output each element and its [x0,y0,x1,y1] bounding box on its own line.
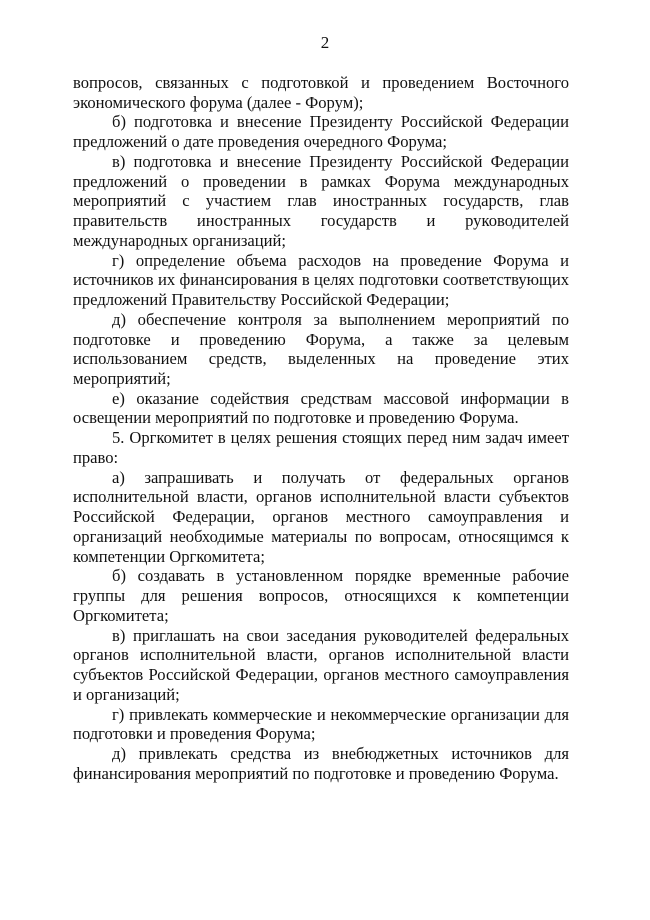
text-line: а) запрашивать и получать от федеральных органов [112,467,569,487]
text-line: мероприятий; [73,369,171,389]
paragraph-item-v [73,152,569,251]
text-line: организаций необходимые материалы по вопросам, относящимся к [73,526,569,546]
text-line: субъектов Российской Федерации, органов местного самоуправления [73,665,569,685]
text-line: компетенции Оргкомитета; [73,546,265,566]
paragraph-item-b2 [73,566,569,625]
page-number: 2 [320,33,330,52]
text-line: подготовке и проведению Форума, а также за целевым [73,329,569,349]
text-line: экономического форума (далее - Форум); [73,92,364,112]
text-line: предложений о проведении в рамках Форума международных [73,171,569,191]
text-line: мероприятий с участием глав иностранных государств, глав [73,191,569,211]
paragraph-item-b [73,112,569,151]
text-line: в) приглашать на свои заседания руководителей федеральных [112,625,569,645]
text-line: г) привлекать коммерческие и некоммерческие организации для [112,704,569,724]
text-line: Российской Федерации, органов местного самоуправления и [73,507,569,527]
text-line: и организаций; [73,684,180,704]
text-line: е) оказание содействия средствам массовой информации в [112,388,569,408]
text-line: предложений о дате проведения очередного Форума; [73,132,448,152]
text-line: вопросов, связанных с подготовкой и проведением Восточного [73,73,569,92]
paragraph-item-g [73,251,569,310]
text-line: д) обеспечение контроля за выполнением мероприятий по [112,309,569,329]
text-line: освещении мероприятий по подготовке и проведению Форума. [73,408,519,428]
text-line: группы для решения вопросов, относящихся к компетенции [73,586,569,606]
text-line: международных организаций; [73,230,287,250]
paragraph-item-g2 [73,705,569,744]
paragraph-section-5 [73,428,569,467]
text-line: в) подготовка и внесение Президенту Российской Федерации [112,151,569,171]
text-line: исполнительной власти, органов исполнительной власти субъектов [73,487,569,507]
text-line: б) создавать в установленном порядке временные рабочие [112,566,569,586]
paragraph-continuation [73,73,569,112]
paragraph-item-e [73,389,569,428]
paragraph-item-a [73,468,569,567]
text-line: предложений Правительству Российской Федерации; [73,290,450,310]
paragraph-item-d2 [73,744,569,783]
document-body [73,73,569,783]
text-line: б) подготовка и внесение Президенту Российской Федерации [112,112,569,132]
text-line: правительств иностранных государств и руководителей [73,211,569,231]
text-line: г) определение объема расходов на проведение Форума и [112,250,569,270]
text-line: финансирования мероприятий по подготовке и проведению Форума. [73,763,559,783]
text-line: Оргкомитета; [73,605,169,625]
text-line: д) привлекать средства из внебюджетных источников для [112,743,569,763]
text-line: источников их финансирования в целях подготовки соответствующих [73,270,569,290]
text-line: подготовки и проведения Форума; [73,724,316,744]
text-line: 5. Оргкомитет в целях решения стоящих перед ним задач имеет [112,428,569,448]
text-line: органов исполнительной власти, органов исполнительной власти [73,645,569,665]
text-line: использованием средств, выделенных на проведение этих [73,349,569,369]
paragraph-item-d [73,310,569,389]
text-line: право: [73,447,119,467]
paragraph-item-v2 [73,626,569,705]
